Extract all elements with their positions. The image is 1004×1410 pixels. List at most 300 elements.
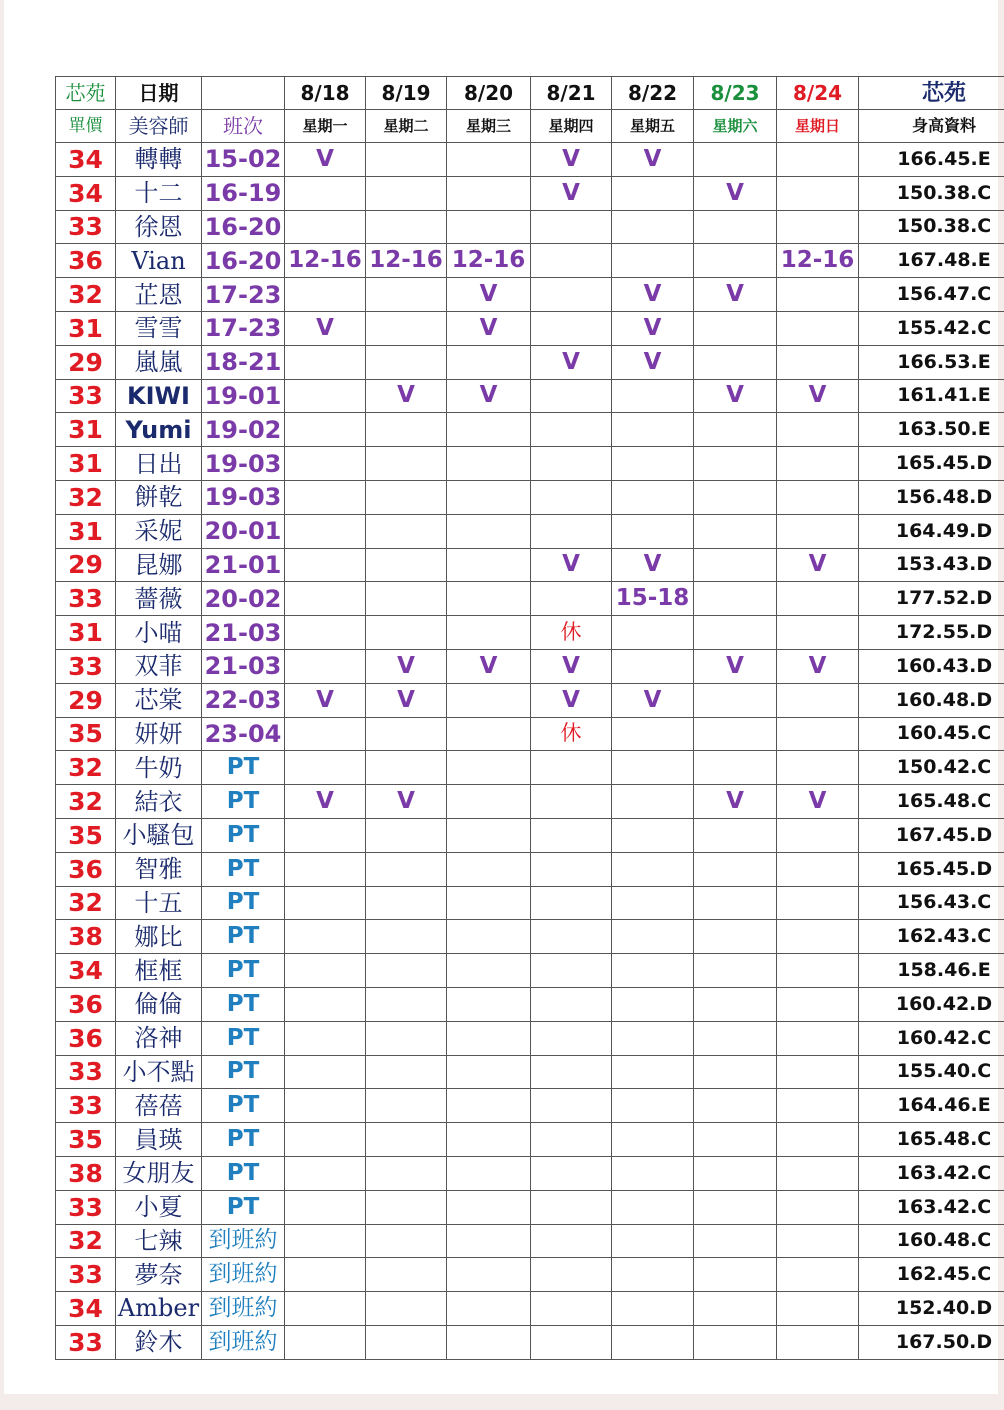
price-cell: 36 [56,1021,116,1055]
height-cell: 160.43.D [859,649,1004,683]
beautician-name: 女朋友 [116,1156,202,1190]
day-cell-sat [694,1224,777,1258]
day-cell-sun: V [777,548,859,582]
day-cell-wed: V [447,278,531,312]
table-row [56,1325,1004,1359]
day-cell-mon [285,514,366,548]
day-cell-sun: 12-16 [777,244,859,278]
day-cell-wed [447,1089,531,1123]
shift-cell: 17-23 [202,311,285,345]
beautician-name: 智雅 [116,852,202,886]
day-cell-thu [531,1055,612,1089]
day-cell-sun [777,210,859,244]
day-cell-tue [366,1156,447,1190]
day-cell-thu [531,1224,612,1258]
day-cell-fri [612,176,694,210]
day-cell-fri [612,1325,694,1359]
table-row [56,1292,1004,1326]
day-cell-sat [694,1156,777,1190]
shift-cell: 17-23 [202,278,285,312]
day-cell-sun [777,987,859,1021]
day-cell-tue [366,954,447,988]
day-cell-tue [366,582,447,616]
price-cell: 34 [56,954,116,988]
day-cell-mon [285,1224,366,1258]
height-cell: 165.48.C [859,1123,1004,1157]
day-cell-thu [531,1292,612,1326]
day-cell-sun [777,852,859,886]
day-cell-sat [694,1055,777,1089]
table-row [56,311,1004,345]
day-cell-fri [612,379,694,413]
weekday-header-sun: 星期日 [777,110,859,143]
beautician-name: 徐恩 [116,210,202,244]
beautician-name: 娜比 [116,920,202,954]
day-cell-thu: V [531,176,612,210]
day-cell-tue [366,514,447,548]
day-cell-sun [777,1156,859,1190]
price-cell: 38 [56,920,116,954]
day-cell-thu [531,1089,612,1123]
day-cell-sat [694,886,777,920]
price-cell: 29 [56,548,116,582]
day-cell-tue [366,480,447,514]
beautician-name: 員瑛 [116,1123,202,1157]
day-cell-mon [285,413,366,447]
beautician-name: 日出 [116,447,202,481]
day-cell-mon [285,1258,366,1292]
height-header: 身高資料 [859,110,1004,143]
day-cell-mon [285,345,366,379]
beautician-name: 雪雪 [116,311,202,345]
day-cell-mon [285,1055,366,1089]
day-cell-sat [694,1292,777,1326]
table-row [56,852,1004,886]
date-header-fri: 8/22 [612,77,694,110]
height-cell: 156.48.D [859,480,1004,514]
beautician-header: 美容師 [116,110,202,143]
height-cell: 167.50.D [859,1325,1004,1359]
weekday-header-tue: 星期二 [366,110,447,143]
table-row [56,143,1004,177]
day-cell-wed [447,176,531,210]
day-cell-mon: 12-16 [285,244,366,278]
beautician-name: 小不點 [116,1055,202,1089]
table-row [56,278,1004,312]
day-cell-fri: V [612,548,694,582]
header-row-labels [56,110,1004,143]
day-cell-mon [285,616,366,650]
day-cell-mon [285,1190,366,1224]
height-cell: 166.45.E [859,143,1004,177]
table-row [56,1089,1004,1123]
beautician-name: 小喵 [116,616,202,650]
date-header-tue: 8/19 [366,77,447,110]
beautician-name: 夢奈 [116,1258,202,1292]
day-cell-sat: V [694,379,777,413]
beautician-name: 洛神 [116,1021,202,1055]
day-cell-wed [447,143,531,177]
table-row [56,210,1004,244]
beautician-name: 十二 [116,176,202,210]
day-cell-tue [366,1292,447,1326]
day-cell-mon [285,717,366,751]
beautician-name: 昆娜 [116,548,202,582]
day-cell-sun [777,345,859,379]
day-cell-mon [285,1123,366,1157]
day-cell-mon [285,751,366,785]
day-cell-mon [285,818,366,852]
day-cell-thu [531,1325,612,1359]
day-cell-tue [366,278,447,312]
price-header: 單價 [56,110,116,143]
day-cell-tue [366,1021,447,1055]
beautician-name: 倫倫 [116,987,202,1021]
day-cell-thu [531,413,612,447]
day-cell-wed [447,818,531,852]
shift-cell: 22-03 [202,683,285,717]
shift-cell: 到班約 [202,1292,285,1326]
height-cell: 166.53.E [859,345,1004,379]
shift-cell: PT [202,886,285,920]
day-cell-mon [285,548,366,582]
day-cell-tue: V [366,649,447,683]
day-cell-thu: V [531,345,612,379]
day-cell-fri [612,514,694,548]
shift-cell: PT [202,1021,285,1055]
beautician-name: 結衣 [116,785,202,819]
day-cell-thu [531,818,612,852]
day-cell-sun [777,751,859,785]
day-cell-tue [366,616,447,650]
price-cell: 32 [56,886,116,920]
height-cell: 150.42.C [859,751,1004,785]
day-cell-wed [447,683,531,717]
day-cell-tue: V [366,379,447,413]
day-cell-sat [694,1021,777,1055]
day-cell-mon [285,176,366,210]
day-cell-mon [285,852,366,886]
day-cell-thu [531,582,612,616]
height-cell: 165.45.D [859,447,1004,481]
day-cell-fri [612,649,694,683]
table-row [56,1156,1004,1190]
height-cell: 163.42.C [859,1190,1004,1224]
height-cell: 156.47.C [859,278,1004,312]
day-cell-sat [694,244,777,278]
day-cell-tue [366,1224,447,1258]
price-cell: 33 [56,1055,116,1089]
height-cell: 150.38.C [859,210,1004,244]
day-cell-thu [531,852,612,886]
day-cell-sun [777,1055,859,1089]
day-cell-sat [694,582,777,616]
height-cell: 165.48.C [859,785,1004,819]
beautician-name: 嵐嵐 [116,345,202,379]
day-cell-fri: 15-18 [612,582,694,616]
day-cell-wed [447,1258,531,1292]
day-cell-thu [531,210,612,244]
price-cell: 33 [56,210,116,244]
day-cell-sat [694,210,777,244]
table-row [56,582,1004,616]
day-cell-sun: V [777,649,859,683]
shift-cell: PT [202,1156,285,1190]
day-cell-tue: 12-16 [366,244,447,278]
beautician-name: 双菲 [116,649,202,683]
day-cell-sat [694,413,777,447]
day-cell-thu [531,886,612,920]
day-cell-sun [777,1021,859,1055]
shift-cell: PT [202,1190,285,1224]
height-cell: 163.50.E [859,413,1004,447]
day-cell-mon [285,480,366,514]
day-cell-wed [447,954,531,988]
day-cell-sat [694,514,777,548]
day-cell-tue [366,345,447,379]
price-cell: 31 [56,413,116,447]
day-cell-wed [447,852,531,886]
day-cell-fri [612,1258,694,1292]
day-cell-sun [777,143,859,177]
table-row [56,176,1004,210]
header-row-dates [56,77,1004,110]
height-cell: 152.40.D [859,1292,1004,1326]
table-row [56,954,1004,988]
shift-cell: PT [202,852,285,886]
table-row [56,987,1004,1021]
price-cell: 33 [56,1325,116,1359]
table-row [56,920,1004,954]
day-cell-sun [777,920,859,954]
day-cell-fri [612,480,694,514]
day-cell-fri: V [612,143,694,177]
price-cell: 33 [56,379,116,413]
day-cell-sat: V [694,278,777,312]
table-row [56,683,1004,717]
day-cell-thu [531,1123,612,1157]
table-row [56,818,1004,852]
day-cell-tue [366,1325,447,1359]
day-cell-tue [366,751,447,785]
beautician-name: 十五 [116,886,202,920]
table-row [56,379,1004,413]
day-cell-thu [531,278,612,312]
shift-cell: 16-20 [202,244,285,278]
beautician-name: 小騷包 [116,818,202,852]
day-cell-tue [366,210,447,244]
shift-cell: PT [202,1089,285,1123]
day-cell-mon [285,886,366,920]
table-row [56,1258,1004,1292]
table-row [56,1021,1004,1055]
shift-cell: 19-01 [202,379,285,413]
day-cell-sun [777,1325,859,1359]
weekday-header-mon: 星期一 [285,110,366,143]
day-cell-fri [612,852,694,886]
day-cell-thu [531,987,612,1021]
shift-cell: 16-19 [202,176,285,210]
schedule-table [55,76,1004,1360]
table-row [56,616,1004,650]
day-cell-wed [447,1055,531,1089]
day-cell-sat: V [694,649,777,683]
beautician-name: KIWI [116,379,202,413]
day-cell-tue [366,311,447,345]
day-cell-wed: V [447,311,531,345]
day-cell-thu [531,785,612,819]
shift-cell: PT [202,751,285,785]
day-cell-sun [777,717,859,751]
day-cell-wed: 12-16 [447,244,531,278]
height-cell: 156.43.C [859,886,1004,920]
day-cell-tue [366,920,447,954]
day-cell-sun: V [777,785,859,819]
day-cell-wed [447,920,531,954]
day-cell-fri [612,1292,694,1326]
table-row [56,244,1004,278]
day-cell-sat [694,311,777,345]
price-cell: 32 [56,785,116,819]
day-cell-mon [285,379,366,413]
table-row [56,447,1004,481]
price-cell: 38 [56,1156,116,1190]
price-cell: 35 [56,717,116,751]
date-header-wed: 8/20 [447,77,531,110]
date-header-thu: 8/21 [531,77,612,110]
price-cell: 36 [56,987,116,1021]
weekday-header-sat: 星期六 [694,110,777,143]
day-cell-thu [531,311,612,345]
price-cell: 33 [56,1190,116,1224]
beautician-name: 牛奶 [116,751,202,785]
table-row [56,345,1004,379]
day-cell-mon [285,920,366,954]
price-cell: 31 [56,616,116,650]
shift-cell: PT [202,1055,285,1089]
day-cell-fri [612,818,694,852]
day-cell-tue [366,886,447,920]
beautician-name: Amber [116,1292,202,1326]
price-cell: 33 [56,1258,116,1292]
price-cell: 34 [56,1292,116,1326]
day-cell-sun [777,818,859,852]
beautician-name: 蓓蓓 [116,1089,202,1123]
day-cell-thu: V [531,649,612,683]
day-cell-wed [447,1224,531,1258]
weekday-header-fri: 星期五 [612,110,694,143]
table-row [56,717,1004,751]
price-cell: 33 [56,649,116,683]
height-cell: 150.38.C [859,176,1004,210]
table-row [56,1123,1004,1157]
day-cell-mon [285,582,366,616]
height-cell: 163.42.C [859,1156,1004,1190]
table-row [56,1190,1004,1224]
day-cell-mon: V [285,785,366,819]
day-cell-sat [694,852,777,886]
day-cell-sun [777,413,859,447]
shift-cell: 16-20 [202,210,285,244]
height-cell: 167.45.D [859,818,1004,852]
day-cell-mon: V [285,683,366,717]
height-cell: 160.48.D [859,683,1004,717]
day-cell-wed [447,987,531,1021]
day-cell-tue [366,717,447,751]
height-cell: 167.48.E [859,244,1004,278]
day-cell-mon [285,447,366,481]
day-cell-sat [694,751,777,785]
table-row [56,886,1004,920]
height-cell: 161.41.E [859,379,1004,413]
height-cell: 164.49.D [859,514,1004,548]
day-cell-sun [777,954,859,988]
table-row [56,548,1004,582]
shift-cell: 18-21 [202,345,285,379]
height-cell: 165.45.D [859,852,1004,886]
day-cell-wed [447,1123,531,1157]
day-cell-fri [612,210,694,244]
height-cell: 160.42.D [859,987,1004,1021]
height-cell: 160.45.C [859,717,1004,751]
price-cell: 31 [56,311,116,345]
day-cell-sun [777,311,859,345]
shift-cell: 到班約 [202,1224,285,1258]
height-cell: 155.42.C [859,311,1004,345]
day-cell-wed [447,413,531,447]
day-cell-tue [366,818,447,852]
day-cell-fri [612,1021,694,1055]
day-cell-thu [531,480,612,514]
price-cell: 29 [56,345,116,379]
beautician-name: 妍妍 [116,717,202,751]
shift-cell: PT [202,954,285,988]
day-cell-tue: V [366,683,447,717]
day-cell-wed [447,1190,531,1224]
day-cell-sun: V [777,379,859,413]
price-cell: 33 [56,582,116,616]
day-cell-tue [366,548,447,582]
day-cell-sun [777,1089,859,1123]
shift-cell: PT [202,785,285,819]
day-cell-wed [447,548,531,582]
day-cell-thu [531,244,612,278]
day-cell-sat [694,1123,777,1157]
day-cell-sun [777,1123,859,1157]
shift-header: 班次 [202,110,285,143]
header-blank-cell [202,77,285,110]
brand-label-right: 芯苑 [859,77,1004,110]
day-cell-thu [531,447,612,481]
day-cell-sun [777,447,859,481]
day-cell-fri [612,1055,694,1089]
shift-cell: 23-04 [202,717,285,751]
day-cell-thu [531,1190,612,1224]
day-cell-sat [694,920,777,954]
day-cell-wed [447,1325,531,1359]
day-cell-fri [612,717,694,751]
table-row [56,480,1004,514]
height-cell: 155.40.C [859,1055,1004,1089]
day-cell-sat [694,818,777,852]
day-cell-fri [612,751,694,785]
price-cell: 36 [56,852,116,886]
day-cell-sun [777,176,859,210]
date-label: 日期 [116,77,202,110]
day-cell-sun [777,514,859,548]
beautician-name: Vian [116,244,202,278]
weekday-header-thu: 星期四 [531,110,612,143]
